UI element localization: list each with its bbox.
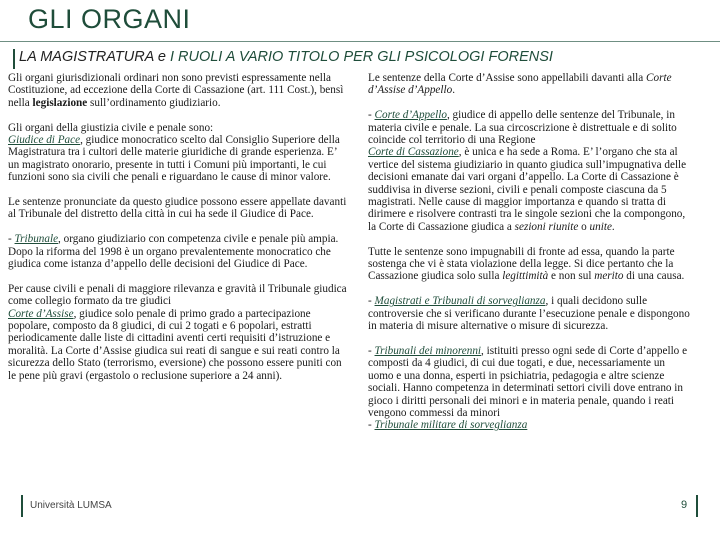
right-column [368,72,692,444]
link-corte-di-cassazione[interactable]: Corte di Cassazione [368,146,459,159]
subtitle-part2: I RUOLI A VARIO TITOLO PER GLI PSICOLOGI FORENSI [169,49,553,65]
text-segment: - [368,109,375,122]
link-corte-d-appello[interactable]: Corte d’Appello [374,109,447,122]
text-segment: di una causa. [623,270,685,283]
left-paragraph-1 [8,72,348,109]
text-segment: , istituiti presso ogni sede di Corte d’appello e composti da 4 giudici, di cui due togati, e due, necessariamente un uomo e una donna, esperti in psichiatria, pedagogia e altre scienze sociali. Hanno competenza in determinati settori civili dove entrano in gioco i diritti personali dei minori e in materia penale, quando i reati vengono commessi da minori [368,344,688,419]
text-segment: , organo giudiziario con competenza civile e penale più ampia. Dopo la riforma del 1998 è un organo prevalentemente monocratico che giudica come istanza d’appello delle decisioni del Giudice di Pace. [8,233,339,271]
text-segment: sull’ordinamento giudiziario. [87,96,221,109]
footer-left-bar [21,495,23,517]
text-segment: - [368,295,375,308]
italic-text: legittimità [502,270,549,283]
italic-text: Corte d’Assise d’Appello [368,72,672,97]
text-segment: Le sentenze della Corte d’Assise sono appellabili davanti alla [368,72,647,84]
bold-text: legislazione [32,96,88,109]
link-magistrati-sorveglianza[interactable]: Magistrati e Tribunali di sorveglianza [374,295,546,308]
left-column [8,72,348,394]
link-tribunali-minorenni[interactable]: Tribunali dei minorenni [374,344,482,357]
text-segment: e non sul [548,270,595,283]
page-number: 9 [681,499,688,511]
link-tribunale-militare[interactable]: Tribunale militare di sorveglianza [374,419,528,432]
title-divider [0,41,720,42]
right-paragraph-3 [368,246,692,283]
left-paragraph-5 [8,283,348,382]
text-segment: - [368,419,375,432]
italic-text: sezioni riunite [514,220,579,233]
left-paragraph-2 [8,122,348,184]
page-title: GLI ORGANI [28,4,191,34]
text-segment: , giudice di appello delle sentenze del Tribunale, in materia civile e penale. La sua circoscrizione è distrettuale e di solito coincide col territorio di una Regione [368,109,677,147]
text-segment: , i quali decidono sulle controversie che si verificano durante l’esecuzione penale e dispongono in materia di misure alternative o misure di sicurezza. [368,295,690,333]
left-paragraph-3: Le sentenze pronunciate da questo giudice possono essere appellate davanti al Tribunale del distretto della città in cui ha sede il Giudice di Pace. [8,196,347,221]
text-segment: Gli organi della giustizia civile e penale sono: [8,121,214,134]
link-giudice-di-pace[interactable]: Giudice di Pace [8,134,81,147]
subtitle [13,49,719,69]
subtitle-part1: LA MAGISTRATURA e [19,49,170,65]
text-segment: . [611,220,615,233]
right-paragraph-4 [368,295,692,332]
text-segment: - [368,344,375,357]
text-segment: Per cause civili e penali di maggiore rilevanza e gravità il Tribunale giudica come collegio formato da tre giudici [8,282,347,308]
text-segment: o [578,220,590,233]
text-segment: , giudice monocratico scelto dal Consiglio Superiore della Magistratura tra i cultori delle materie giuridiche di grande esperienza. E’ un magistrato onorario, presente in tutti i Comuni più importanti, le cui funzioni sono sia civili che penali e riguardano le cause di minor valore. [8,134,340,184]
italic-text: unite [589,220,612,233]
text-segment: - [8,233,15,246]
right-paragraph-2 [368,109,692,233]
footer-right-bar [696,495,698,517]
link-tribunale[interactable]: Tribunale [14,233,59,246]
footer-institution: Università LUMSA [30,500,112,511]
text-segment: Tutte le sentenze sono impugnabili di fronte ad essa, quando la parte sostenga che vi è stata violazione della legge. Si dice pertanto che la Cassazione giudica solo sulla [368,245,675,283]
italic-text: merito [594,270,624,283]
right-paragraph-5 [368,345,692,432]
text-segment: , giudice solo penale di primo grado a partecipazione popolare, composto da 8 giudici, di cui 2 togati e 6 popolari, estratti periodicamente dalle liste di cittadini aventi certi requisiti d’istruzione e moralità. La Corte d’Assise giudica sui reati di sangue e sui reati contro la sicurezza dello Stato (terrorismo, eversione) che possono essere puniti con le pene più gravi (ergastolo o reclusione superiore a 24 anni). [8,307,342,382]
left-paragraph-4 [8,233,348,270]
link-corte-d-assise[interactable]: Corte d’Assise [8,307,74,320]
text-segment: Gli organi giurisdizionali ordinari non sono previsti espressamente nella Costituzione, ad eccezione della Corte di Cassazione (art. 111 Cost.), bensì nella [8,72,344,109]
text-segment: , è unica e ha sede a Roma. E’ l’organo che sta al vertice del sistema giudiziario in quanto giudica sull’impugnativa delle decisioni emanate dai vari organi d’appello. La Corte di Cassazione è suddivisa in diverse sezioni, civili e penali composte ciascuna da 5 magistrati. Nelle cause di maggior importanza e quando si tratta di dirimere e risolvere contrasti tra le singole sezioni che la compongono, la Corte di Cassazione giudica a [368,146,687,233]
right-paragraph-1 [368,72,692,97]
text-segment: . [452,84,455,97]
